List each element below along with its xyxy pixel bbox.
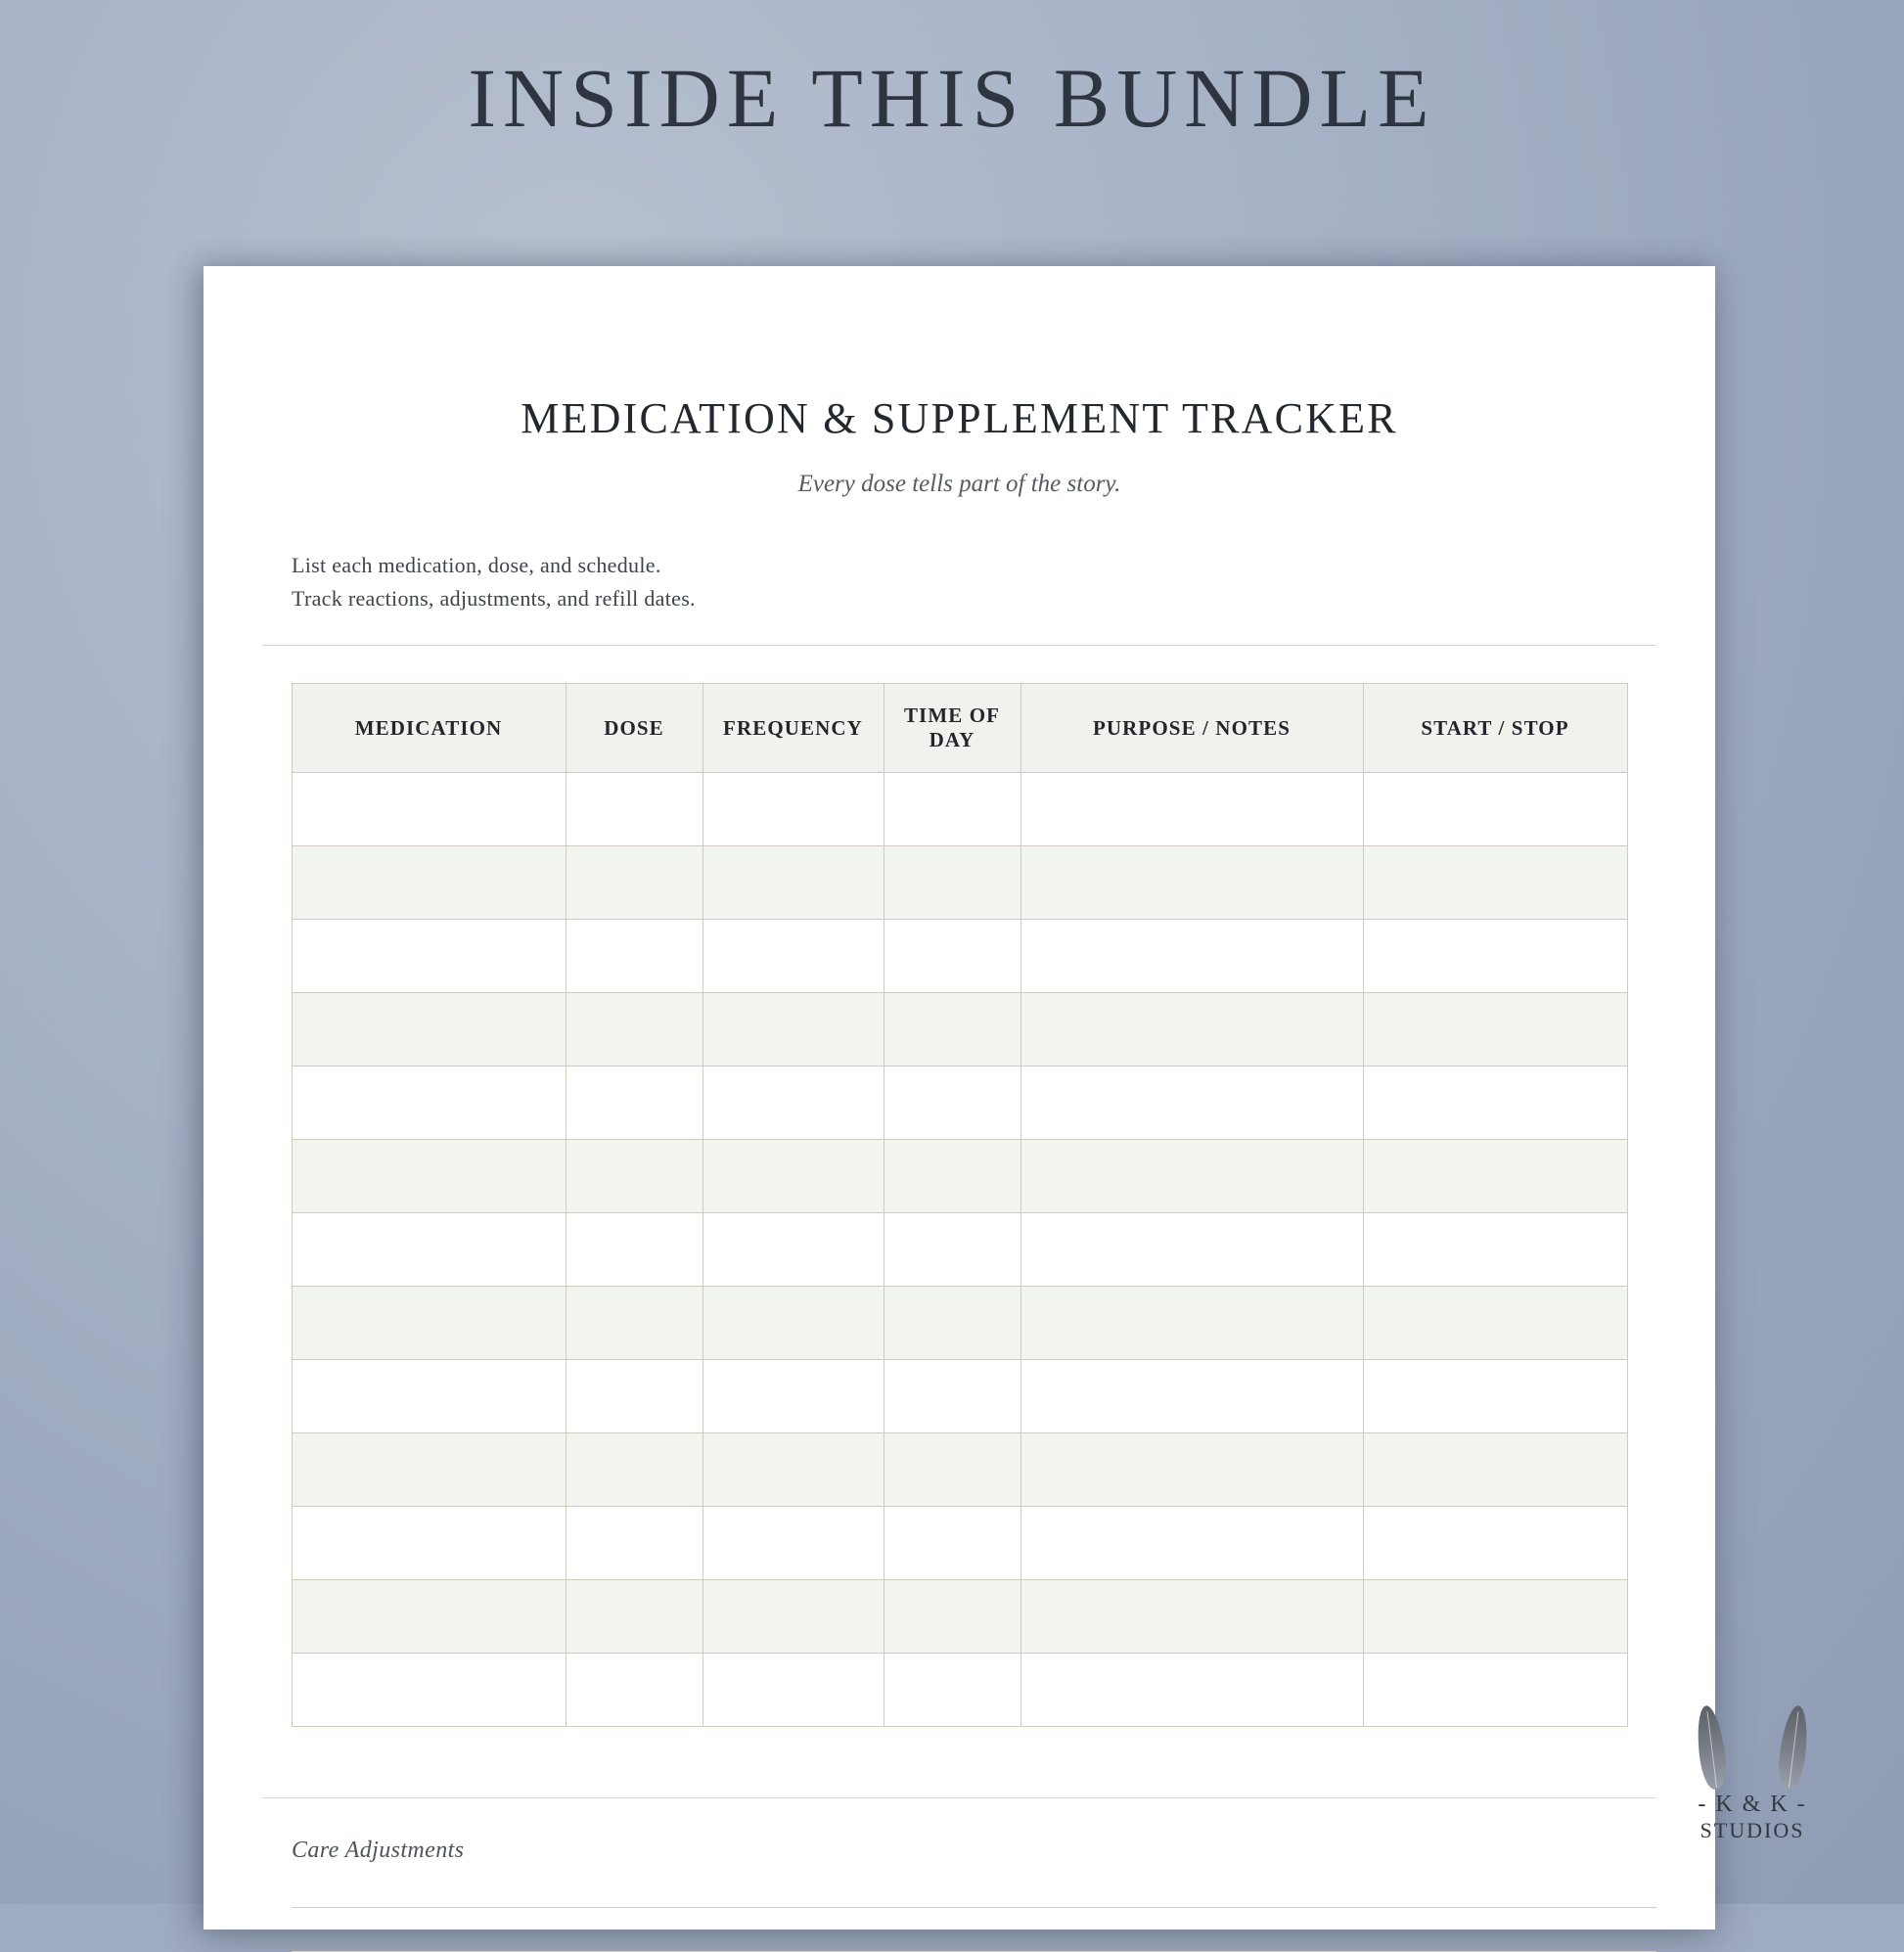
table-cell[interactable] (566, 1287, 703, 1360)
table-cell[interactable] (703, 1360, 884, 1433)
column-header-dose: DOSE (566, 684, 703, 773)
table-cell[interactable] (884, 1507, 1020, 1580)
top-divider (262, 645, 1656, 646)
table-cell[interactable] (1020, 1360, 1363, 1433)
table-cell[interactable] (703, 1507, 884, 1580)
table-cell[interactable] (703, 1067, 884, 1140)
table-cell[interactable] (884, 1654, 1020, 1727)
table-row (292, 1580, 1627, 1654)
table-cell[interactable] (566, 920, 703, 993)
medication-table (292, 683, 1628, 1727)
table-row (292, 1654, 1627, 1727)
table-cell[interactable] (566, 846, 703, 920)
banner-title: INSIDE THIS BUNDLE (468, 51, 1436, 145)
table-row (292, 1433, 1627, 1507)
table-cell[interactable] (1363, 920, 1627, 993)
table-row (292, 993, 1627, 1067)
column-header-start-stop: START / STOP (1363, 684, 1627, 773)
table-cell[interactable] (1020, 846, 1363, 920)
table-cell[interactable] (566, 773, 703, 846)
document-page (204, 266, 1715, 1929)
table-cell[interactable] (1020, 1507, 1363, 1580)
table-body (292, 773, 1627, 1727)
table-cell[interactable] (1363, 1213, 1627, 1287)
table-row (292, 1287, 1627, 1360)
write-line[interactable] (292, 1907, 1656, 1908)
table-cell[interactable] (292, 1580, 566, 1654)
table-cell[interactable] (703, 920, 884, 993)
table-cell[interactable] (884, 920, 1020, 993)
bottom-divider (262, 1797, 1656, 1798)
table-cell[interactable] (292, 1067, 566, 1140)
table-cell[interactable] (1363, 1654, 1627, 1727)
intro-text (292, 549, 1715, 615)
feather-icon (1694, 1704, 1729, 1792)
table-row (292, 846, 1627, 920)
intro-line-2: Track reactions, adjustments, and refill dates. (292, 586, 696, 612)
table-row (292, 920, 1627, 993)
table-cell[interactable] (292, 1140, 566, 1213)
table-cell[interactable] (884, 1140, 1020, 1213)
table-cell[interactable] (703, 993, 884, 1067)
table-header-row (292, 684, 1627, 773)
feather-icon (1776, 1704, 1811, 1792)
table-cell[interactable] (884, 1433, 1020, 1507)
table-cell[interactable] (566, 993, 703, 1067)
table-cell[interactable] (1020, 1067, 1363, 1140)
table-cell[interactable] (566, 1580, 703, 1654)
table-cell[interactable] (566, 1067, 703, 1140)
table-cell[interactable] (884, 773, 1020, 846)
table-cell[interactable] (884, 1360, 1020, 1433)
banner (0, 0, 1904, 196)
table-cell[interactable] (703, 1580, 884, 1654)
table-row (292, 1507, 1627, 1580)
table-cell[interactable] (1363, 1067, 1627, 1140)
table-cell[interactable] (1363, 993, 1627, 1067)
table-cell[interactable] (1020, 993, 1363, 1067)
table-cell[interactable] (703, 1433, 884, 1507)
table-row (292, 1213, 1627, 1287)
table-cell[interactable] (1020, 1213, 1363, 1287)
table-cell[interactable] (566, 1654, 703, 1727)
table-cell[interactable] (1363, 1507, 1627, 1580)
table-cell[interactable] (566, 1507, 703, 1580)
table-row (292, 773, 1627, 846)
page-subtitle: Every dose tells part of the story. (797, 471, 1121, 497)
table-row (292, 1140, 1627, 1213)
table-cell[interactable] (292, 1287, 566, 1360)
table-cell[interactable] (1020, 920, 1363, 993)
table-cell[interactable] (703, 1654, 884, 1727)
table-cell[interactable] (1020, 1654, 1363, 1727)
table-cell[interactable] (1020, 1433, 1363, 1507)
table-cell[interactable] (1363, 773, 1627, 846)
table-cell[interactable] (1020, 1287, 1363, 1360)
table-cell[interactable] (292, 1654, 566, 1727)
care-adjustments-label: Care Adjustments (292, 1838, 465, 1864)
table-cell[interactable] (884, 1580, 1020, 1654)
table-cell[interactable] (566, 1140, 703, 1213)
page-title: MEDICATION & SUPPLEMENT TRACKER (521, 394, 1398, 442)
table-cell[interactable] (1363, 1287, 1627, 1360)
table-cell[interactable] (703, 773, 884, 846)
table-cell[interactable] (1020, 773, 1363, 846)
table-cell[interactable] (1020, 1580, 1363, 1654)
table-cell[interactable] (292, 1360, 566, 1433)
table-cell[interactable] (703, 1213, 884, 1287)
column-header-purpose-notes: PURPOSE / NOTES (1020, 684, 1363, 773)
studio-logo (1650, 1700, 1855, 1843)
table-cell[interactable] (703, 1140, 884, 1213)
logo-subtitle: STUDIOS (1700, 1818, 1805, 1842)
column-header-frequency: FREQUENCY (703, 684, 884, 773)
table-cell[interactable] (703, 1287, 884, 1360)
table-cell[interactable] (566, 1360, 703, 1433)
table-cell[interactable] (703, 846, 884, 920)
table-cell[interactable] (292, 773, 566, 846)
logo-name: - K & K - (1698, 1792, 1807, 1817)
table-row (292, 1360, 1627, 1433)
table-cell[interactable] (884, 1287, 1020, 1360)
table-cell[interactable] (1363, 1580, 1627, 1654)
table-cell[interactable] (292, 1433, 566, 1507)
column-header-medication: MEDICATION (292, 684, 566, 773)
column-header-time-of-day: TIME OF DAY (884, 684, 1020, 773)
table-cell[interactable] (884, 1213, 1020, 1287)
feather-pair-icon (1650, 1700, 1855, 1790)
table-cell[interactable] (566, 1433, 703, 1507)
table-row (292, 1067, 1627, 1140)
table-cell[interactable] (292, 920, 566, 993)
table-cell[interactable] (884, 846, 1020, 920)
table-cell[interactable] (1020, 1140, 1363, 1213)
table-cell[interactable] (292, 1213, 566, 1287)
table-cell[interactable] (292, 846, 566, 920)
table-cell[interactable] (292, 1507, 566, 1580)
table-cell[interactable] (566, 1213, 703, 1287)
table-cell[interactable] (1363, 846, 1627, 920)
table-cell[interactable] (884, 993, 1020, 1067)
table-cell[interactable] (884, 1067, 1020, 1140)
table-cell[interactable] (292, 993, 566, 1067)
table-cell[interactable] (1363, 1433, 1627, 1507)
table-cell[interactable] (1363, 1140, 1627, 1213)
intro-line-1: List each medication, dose, and schedule. (292, 553, 661, 577)
table-cell[interactable] (1363, 1360, 1627, 1433)
